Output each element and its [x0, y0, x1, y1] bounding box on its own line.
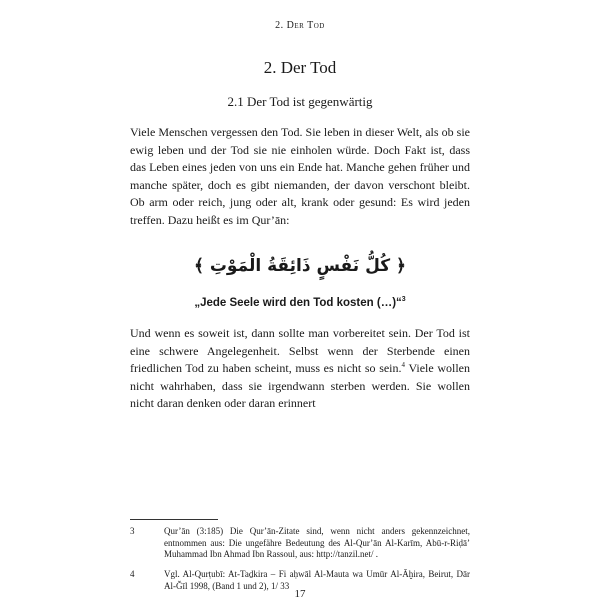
- footnote-text: Vgl. Al-Qurṭubī: At-Taḏkira – Fi aḥwāl Al-Mauta wa Umūr Al-Āḫira, Beirut, Dār Al-Ǧīl 1998, (Band 1 und 2), 1/ 33: [164, 569, 470, 591]
- paragraph-2: [130, 325, 470, 413]
- verse-translation: [130, 297, 470, 309]
- running-head: 2. Der Tod: [275, 20, 325, 31]
- footnote-3: [130, 526, 470, 561]
- footnote-text: Qur’ān (3:185) Die Qur’ān-Zitate sind, wenn nicht anders gekennzeichnet, entnommen aus: Die ungefähre Bedeutung des Al-Qur’ān Al-Karīm, Abū-r-Riḍā’ Muhammad Ibn Ahmad Ibn Rassoul, aus: http://tanzil.net/ .: [164, 526, 470, 559]
- footnote-ref-4: 4: [401, 361, 406, 369]
- section-title: 2.1 Der Tod ist gegenwärtig: [227, 94, 373, 109]
- translation-text: „Jede Seele wird den Tod kosten (…)“: [194, 297, 402, 309]
- paragraph-2-part-2: Viele wollen nicht wahrhaben, dass sie irgendwann sterben werden. Sie wollen nicht daran denken oder daran erinnert: [130, 361, 470, 410]
- footnote-number: 4: [130, 569, 135, 579]
- footnote-divider: [130, 519, 218, 520]
- footnote-ref-3: 3: [401, 296, 406, 304]
- paragraph-2-part-1: Und wenn es soweit ist, dann sollte man vorbereitet sein. Der Tod ist eine schwere Angelegenheit. Selbst wenn der Sterbende einen friedlichen Tod zu haben scheint, muss es nicht so sein.: [130, 326, 470, 375]
- chapter-title: 2. Der Tod: [263, 58, 337, 77]
- footnote-number: 3: [130, 526, 135, 536]
- arabic-verse: ﴿ كُلُّ نَفْسٍ ذَائِقَةُ الْمَوْتِ ﴾: [193, 256, 407, 276]
- paragraph-1: Viele Menschen vergessen den Tod. Sie leben in dieser Welt, als ob sie ewig leben und der Tod sie nie einholen würde. Doch Fakt ist, dass das Leben eines jeden von uns ein Ende hat. Manche gehen früher und manche später, doch es gibt niemanden, der davon verschont bleibt. Ob arm oder reich, jung oder alt, krank oder gesund: Es wird jeden treffen. Dazu heißt es im Qur’ān:: [130, 125, 470, 227]
- page-number: 17: [294, 588, 306, 600]
